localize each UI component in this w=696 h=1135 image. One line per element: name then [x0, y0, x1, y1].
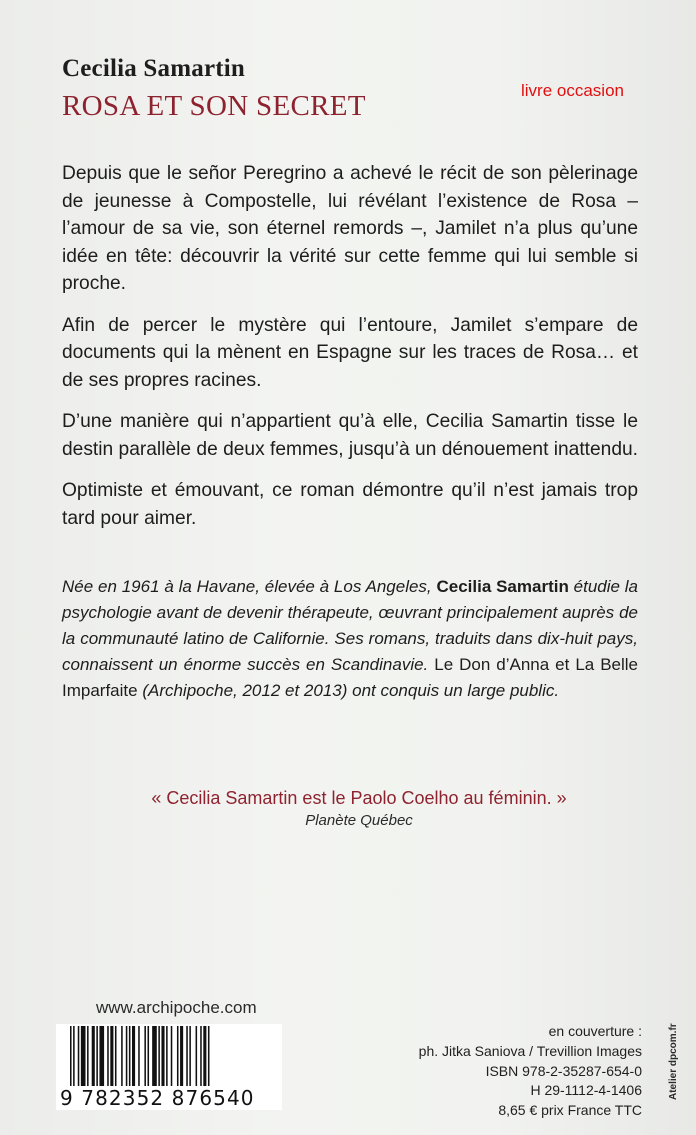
price: 8,65 € prix France TTC: [498, 1102, 642, 1119]
bio-author-name: Cecilia Samartin: [436, 577, 569, 596]
summary-paragraph: Afin de percer le mystère qui l’entoure, Jamilet s’empare de documents qui la mènent en Espagne sur les traces de Rosa… et de ses propres racines.: [62, 314, 638, 391]
book-summary: [62, 160, 638, 546]
book-title: ROSA ET SON SECRET: [62, 90, 366, 122]
press-quote: [0, 788, 696, 829]
summary-paragraph: Optimiste et émouvant, ce roman démontre qu’il n’est jamais trop tard pour aimer.: [62, 480, 638, 529]
author-name: Cecilia Samartin: [62, 55, 246, 82]
quote-source: Planète Québec: [305, 812, 413, 829]
bio-text: (Archipoche, 2012 et 2013) ont conquis un large public.: [142, 681, 560, 700]
design-studio-credit: Atelier dpcom.fr: [668, 1023, 679, 1100]
summary-paragraph: D’une manière qui n’appartient qu’à elle, Cecilia Samartin tisse le destin parallèle de deux femmes, jusqu’à un dénouement inattendu.: [62, 411, 639, 460]
bio-book-titles: Le Don d’Anna et La Belle Imparfaite: [62, 655, 638, 700]
bio-text: Née en 1961 à la Havane, élevée à Los Angeles,: [62, 577, 437, 596]
credits-line: ph. Jitka Saniova / Trevillion Images: [418, 1042, 642, 1059]
author-bio: [62, 574, 638, 704]
bio-text: étudie la psychologie avant de devenir thérapeute, œuvrant principalement auprès de la communauté latino de Californie. Ses romans, traduits dans dix-huit pays, connaissent un énorme succès en Scandinavie.: [62, 577, 639, 674]
barcode-digits: 9 782352 876540: [58, 1086, 282, 1110]
isbn: ISBN 978-2-35287-654-0: [485, 1062, 642, 1079]
publisher-website: www.archipoche.com: [96, 998, 257, 1017]
used-book-sticker: livre occasion: [521, 81, 624, 100]
credits-line: H 29-1112-4-1406: [530, 1082, 642, 1099]
credits-line: en couverture :: [548, 1023, 642, 1039]
credits-block: [419, 1022, 642, 1121]
quote-text: « Cecilia Samartin est le Paolo Coelho au féminin. »: [151, 788, 567, 808]
summary-paragraph: Depuis que le señor Peregrino a achevé le récit de son pèlerinage de jeunesse à Compostelle, lui révélant l’existence de Rosa – l’amour de sa vie, son éternel remords –, Jamilet n’a plus qu’une idée en tête: découvrir la vérité sur cette femme qui lui semble si proche.: [62, 163, 638, 294]
